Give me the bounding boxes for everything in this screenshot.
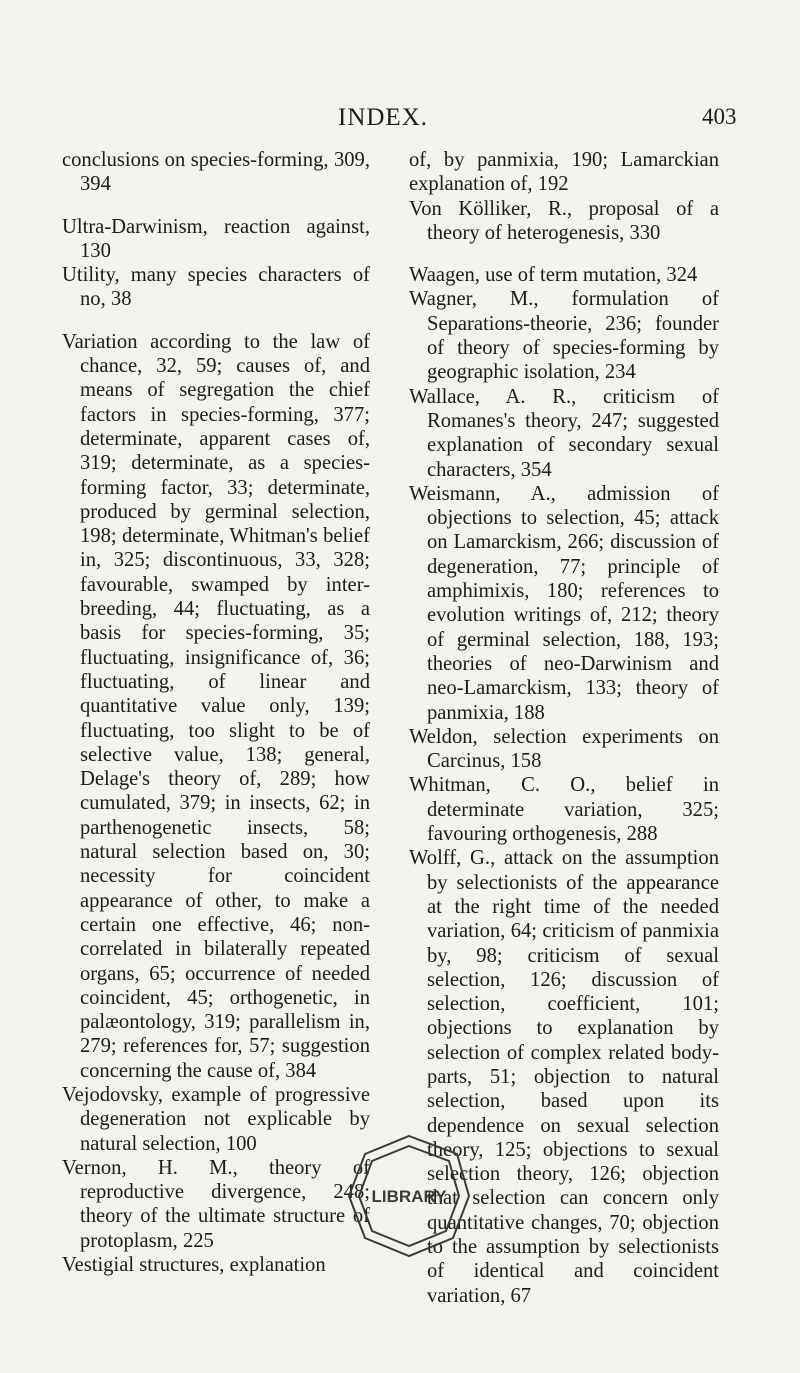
index-entry: Vestigial structures, explanation [62,1254,326,1277]
index-entry: Waagen, use of term mutation, 324 [409,264,698,287]
index-entry: Utility, many species characters of no, 38 [62,264,370,311]
index-entry: Weldon, selection experiments on Carcinus, 158 [409,725,719,773]
index-entry: Wolff, G., attack on the assumption by selectionists of the appearance at the right time of the needed variation, 64; criticism of panmixia by, 98; criticism of sexual selection, 126; discussion of selection, coefficient, 101; objections to explanation by selection of complex related body-parts, 51; objection to natural selection, based upon its dependence on sexual selection theory, 125; objections to sexual selection theory, 126; objection that selection can concern only quantitative changes, 70; objection to the assumption by selectionists of identical and coincident variation, 67 [409,847,719,1307]
index-entry: Variation according to the law of chance, 32, 59; causes of, and means of segregation the chief factors in species-forming, 377; determinate, apparent cases of, 319; determinate, as a species-forming factor, 33; determinate, produced by germinal selection, 198; determinate, Whitman's belief in, 325; discontinuous, 33, 328; favourable, swamped by inter-breeding, 44; fluctuating, as a basis for species-forming, 35; fluctuating, insignificance of, 36; fluctuating, of linear and quantitative value only, 139; fluctuating, too slight to be of selective value, 138; general, Delage's theory of, 289; how cumulated, 379; in insects, 62; in parthenogenetic insects, 58; natural selection based on, 30; necessity for coincident appearance of other, to make a certain one effective, 46; non-correlated in bilaterally repeated organs, 65; occurrence of needed coincident, 45; orthogenetic, in palæontology, 319; parallelism in, 279; references for, 57; suggestion concerning the cause of, 384 [62,330,370,1082]
running-title: INDEX. [338,104,429,131]
stamp-label: LIBRARY [371,1187,447,1206]
index-entry: Weismann, A., admission of objections to selection, 45; attack on Lamarckism, 266; discussion of degeneration, 77; principle of amphimixis, 180; references to evolution writings of, 212; theory of germinal selection, 188, 193; theories of neo-Darwinism and neo-Lamarckism, 133; theory of panmixia, 188 [409,482,719,724]
library-stamp-icon [345,1132,473,1260]
index-entry: Wallace, A. R., criticism of Romanes's theory, 247; suggested explanation of secondary sexual characters, 354 [409,385,719,481]
index-entry-continuation: of, by panmixia, 190; Lamarckian explanation of, 192 [409,149,719,196]
index-entry: Ultra-Darwinism, reaction against, 130 [62,215,370,262]
index-entry: Whitman, C. O., belief in determinate variation, 325; favouring orthogenesis, 288 [409,774,719,846]
index-entry: Vejodovsky, example of progressive degeneration not explicable by natural selection, 100 [62,1083,370,1155]
index-entry: Wagner, M., formulation of Separations-theorie, 236; founder of theory of species-forming by geographic isolation, 234 [409,288,719,384]
index-column-left [62,148,370,1277]
index-entry: Von Kölliker, R., proposal of a theory of heterogenesis, 330 [409,197,719,244]
library-stamp [345,1132,473,1260]
index-entry: conclusions on species-forming, 309, 394 [62,149,370,196]
page-number: 403 [702,104,737,129]
index-entry: Vernon, H. M., theory of reproductive divergence, 248; theory of the ultimate structure of protoplasm, 225 [62,1156,370,1252]
